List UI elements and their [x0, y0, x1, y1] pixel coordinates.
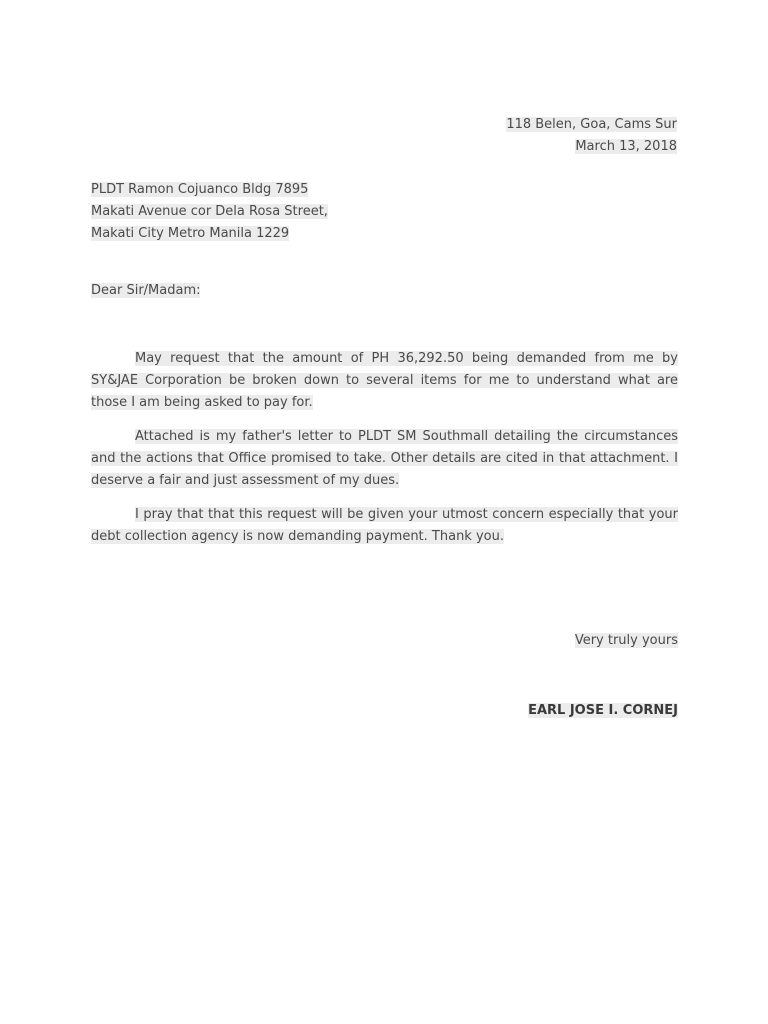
body-paragraph-3	[91, 504, 678, 548]
letter-date: March 13, 2018	[575, 139, 677, 154]
body-paragraph-1	[91, 348, 678, 414]
recipient-line-1: PLDT Ramon Cojuanco Bldg 7895	[91, 182, 309, 197]
closing-text: Very truly yours	[574, 633, 678, 648]
paragraph-3-text: I pray that that this request will be given your utmost concern especially that your debt collection agency is now demanding payment. Thank you.	[91, 507, 678, 544]
sender-address: 118 Belen, Goa, Cams Sur	[506, 117, 677, 132]
paragraph-2-text: Attached is my father's letter to PLDT SM Southmall detailing the circumstances and the actions that Office promised to take. Other details are cited in that attachment. I deserve a fair and just assessment of my dues.	[91, 429, 678, 488]
salutation-text: Dear Sir/Madam:	[91, 283, 201, 298]
closing	[575, 630, 678, 652]
body-paragraph-2	[91, 426, 678, 492]
signature-name	[528, 700, 678, 722]
salutation	[91, 280, 200, 302]
signature-text: EARL JOSE I. CORNEJ	[528, 703, 678, 718]
sender-block	[277, 114, 677, 158]
paragraph-1-text: May request that the amount of PH 36,292.50 being demanded from me by SY&JAE Corporation be broken down to several items for me to understand what are those I am being asked to pay for.	[91, 351, 678, 410]
recipient-block	[91, 179, 491, 245]
recipient-line-2: Makati Avenue cor Dela Rosa Street,	[91, 204, 328, 219]
recipient-line-3: Makati City Metro Manila 1229	[91, 226, 290, 241]
